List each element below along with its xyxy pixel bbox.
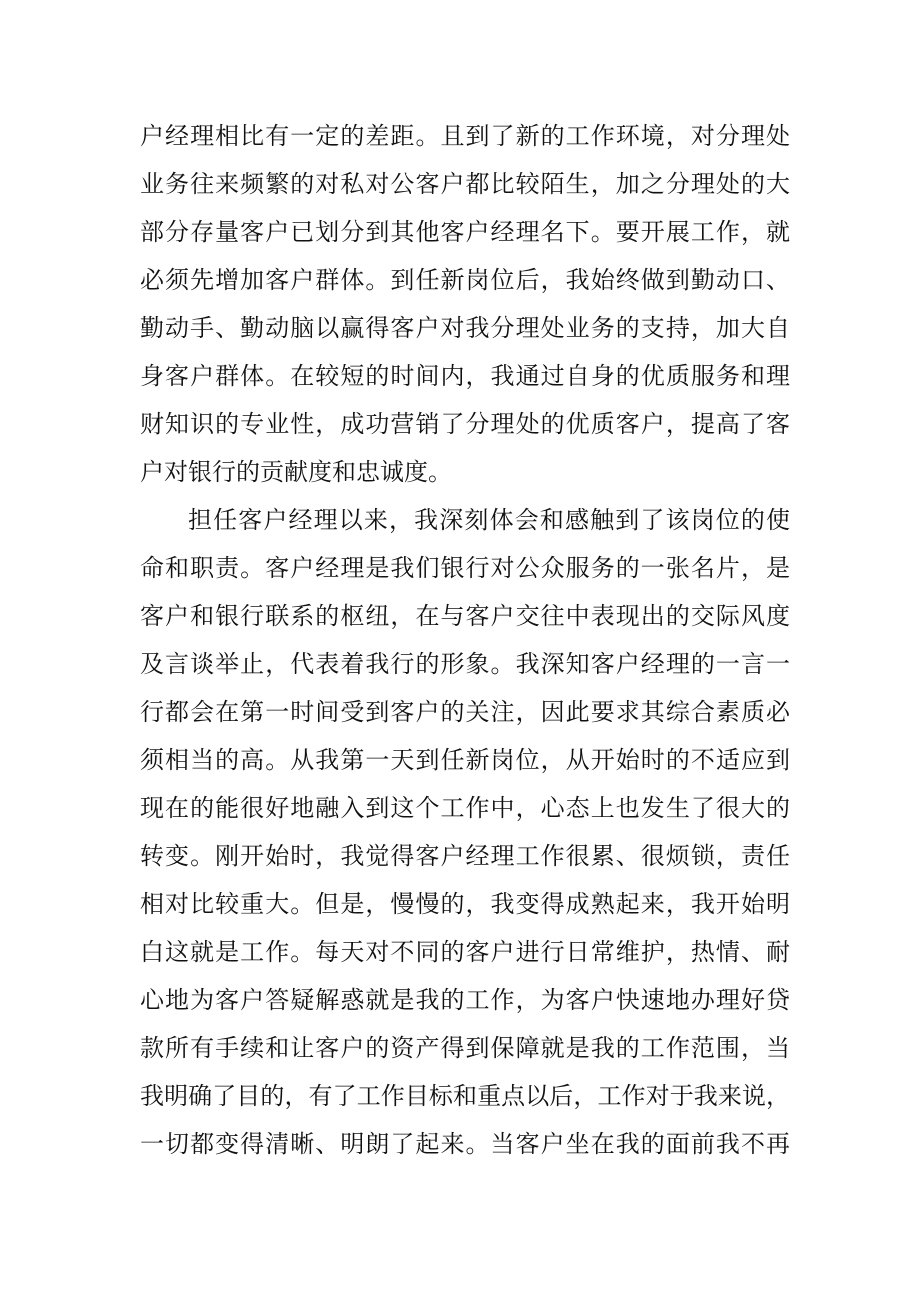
text-line: 勤动手、勤动脑以赢得客户对我分理处业务的支持，加大自 — [140, 314, 790, 342]
text-line: 转变。刚开始时，我觉得客户经理工作很累、很烦锁，责任 — [140, 842, 790, 870]
text-line: 必须先增加客户群体。到任新岗位后，我始终做到勤动口、 — [140, 266, 790, 294]
text-line: 命和职责。客户经理是我们银行对公众服务的一张名片，是 — [140, 554, 790, 582]
text-line: 户经理相比有一定的差距。且到了新的工作环境，对分理处 — [140, 122, 790, 150]
text-line: 一切都变得清晰、明朗了起来。当客户坐在我的面前我不再 — [140, 1130, 790, 1158]
text-line: 须相当的高。从我第一天到任新岗位，从开始时的不适应到 — [140, 746, 790, 774]
text-line: 户对银行的贡献度和忠诚度。 — [140, 458, 452, 486]
document-body — [140, 112, 790, 1168]
text-line: 担任客户经理以来，我深刻体会和感触到了该岗位的使 — [188, 506, 790, 534]
text-line: 我明确了目的，有了工作目标和重点以后，工作对于我来说， — [140, 1082, 790, 1110]
text-line: 现在的能很好地融入到这个工作中，心态上也发生了很大的 — [140, 794, 790, 822]
text-line: 业务往来频繁的对私对公客户都比较陌生，加之分理处的大 — [140, 170, 790, 198]
text-line: 行都会在第一时间受到客户的关注，因此要求其综合素质必 — [140, 698, 790, 726]
text-line: 相对比较重大。但是，慢慢的，我变得成熟起来，我开始明 — [140, 890, 790, 918]
text-line: 部分存量客户已划分到其他客户经理名下。要开展工作，就 — [140, 218, 790, 246]
text-line: 及言谈举止，代表着我行的形象。我深知客户经理的一言一 — [140, 650, 790, 678]
text-line: 白这就是工作。每天对不同的客户进行日常维护，热情、耐 — [140, 938, 790, 966]
text-line: 客户和银行联系的枢纽，在与客户交往中表现出的交际风度 — [140, 602, 790, 630]
text-line: 心地为客户答疑解惑就是我的工作，为客户快速地办理好贷 — [140, 986, 790, 1014]
text-line: 款所有手续和让客户的资产得到保障就是我的工作范围，当 — [140, 1034, 790, 1062]
text-line: 财知识的专业性，成功营销了分理处的优质客户，提高了客 — [140, 410, 790, 438]
text-line: 身客户群体。在较短的时间内，我通过自身的优质服务和理 — [140, 362, 790, 390]
